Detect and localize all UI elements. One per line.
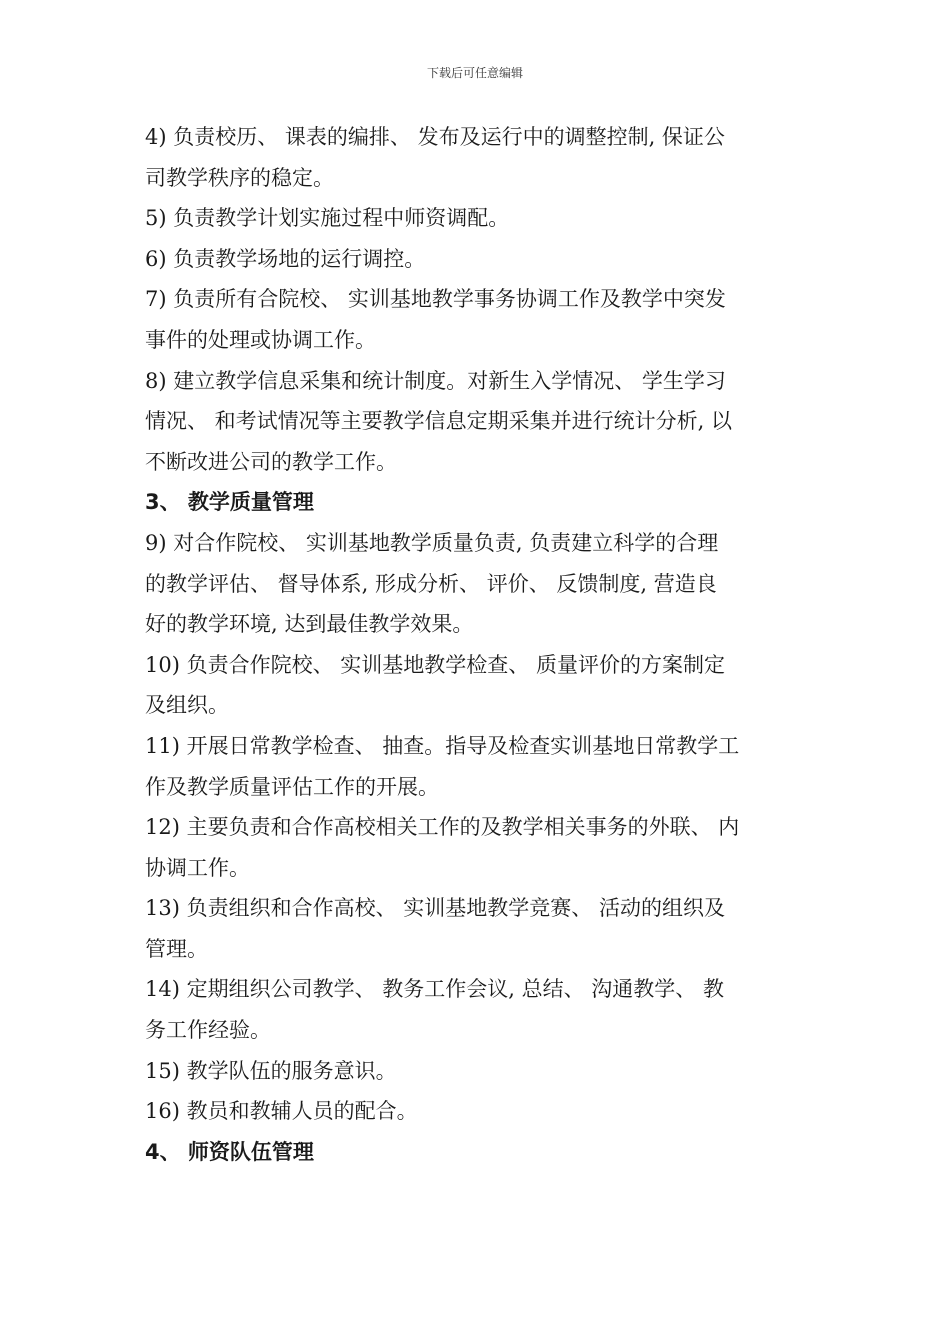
text-line: 司教学秩序的稳定。 (145, 165, 334, 190)
text-line: 不断改进公司的教学工作。 (145, 449, 397, 474)
text-line: 作及教学质量评估工作的开展。 (145, 774, 439, 799)
text-line: 11) 开展日常教学检查、 抽查。指导及检查实训基地日常教学工 (145, 733, 740, 758)
text-line: 12) 主要负责和合作高校相关工作的及教学相关事务的外联、 内 (145, 815, 740, 840)
text-line: 7) 负责所有合院校、 实训基地教学事务协调工作及教学中突发 (145, 287, 726, 312)
document-body (145, 117, 807, 1172)
text-line: 13) 负责组织和合作高校、 实训基地教学竞赛、 活动的组织及 (145, 896, 725, 921)
text-line: 15) 教学队伍的服务意识。 (145, 1058, 397, 1083)
text-line: 的教学评估、 督导体系, 形成分析、 评价、 反馈制度, 营造良 (145, 571, 717, 596)
text-line: 管理。 (145, 936, 208, 961)
text-line: 协调工作。 (145, 855, 250, 880)
text-line: 好的教学环境, 达到最佳教学效果。 (145, 612, 474, 637)
text-line: 16) 教员和教辅人员的配合。 (145, 1099, 418, 1124)
text-line: 10) 负责合作院校、 实训基地教学检查、 质量评价的方案制定 (145, 652, 725, 677)
text-line: 6) 负责教学场地的运行调控。 (145, 246, 426, 271)
text-line: 4) 负责校历、 课表的编排、 发布及运行中的调整控制, 保证公 (145, 125, 725, 149)
section-heading: 4、 师资队伍管理 (145, 1139, 314, 1164)
page-header: 下载后可任意编辑 (426, 66, 523, 80)
text-line: 务工作经验。 (145, 1018, 271, 1043)
text-line: 14) 定期组织公司教学、 教务工作会议, 总结、 沟通教学、 教 (145, 977, 724, 1002)
text-line: 情况、 和考试情况等主要教学信息定期采集并进行统计分析, 以 (145, 409, 733, 434)
text-line: 5) 负责教学计划实施过程中师资调配。 (145, 206, 510, 231)
section-heading: 3、 教学质量管理 (145, 490, 314, 515)
text-line: 事件的处理或协调工作。 (145, 327, 376, 352)
text-line: 9) 对合作院校、 实训基地教学质量负责, 负责建立科学的合理 (145, 530, 719, 555)
text-line: 及组织。 (145, 693, 229, 718)
text-line: 8) 建立教学信息采集和统计制度。对新生入学情况、 学生学习 (145, 368, 726, 393)
